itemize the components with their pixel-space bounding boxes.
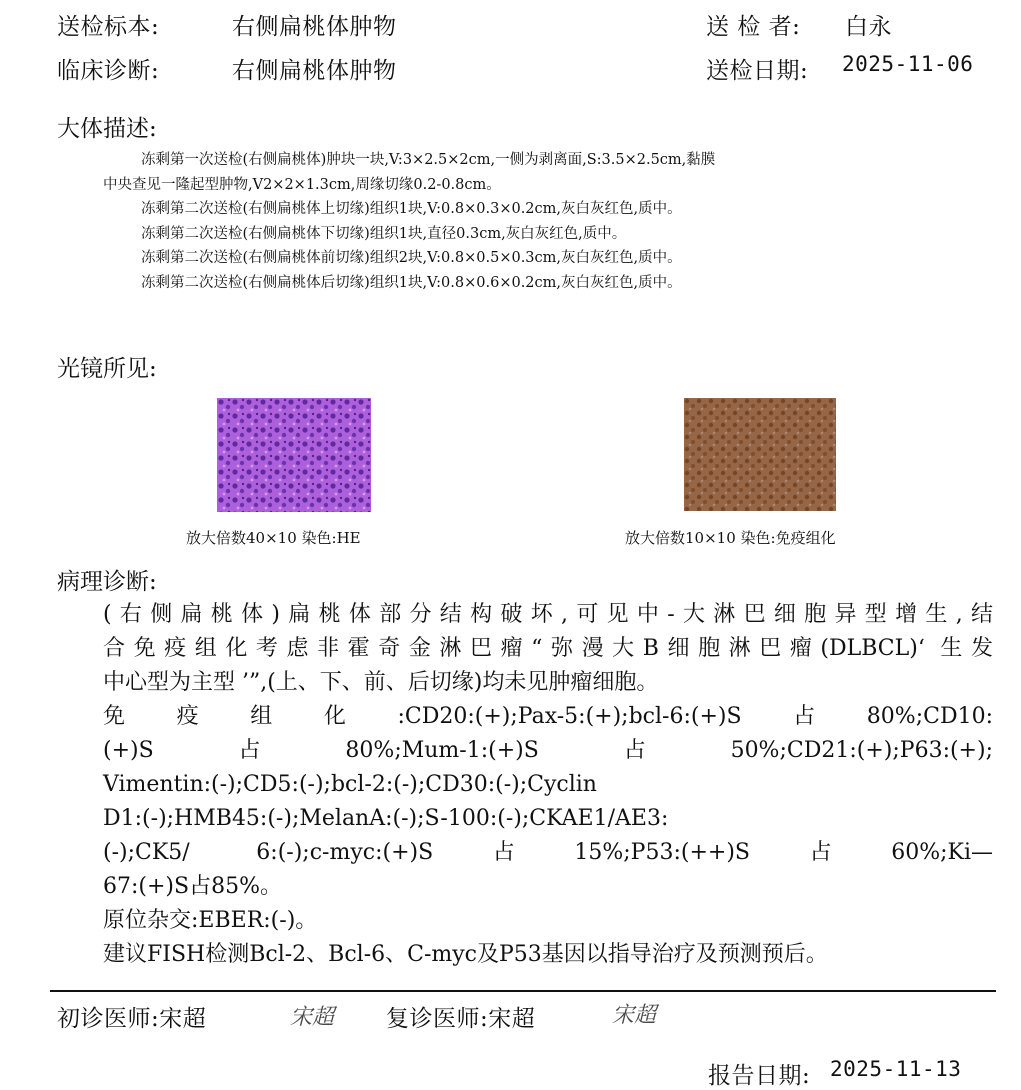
diagnosis-line: (-);CK5/ 6:(-);c-myc:(+)S占15%;P53:(++)S占60%;Ki— xyxy=(103,840,993,865)
gross-line: 中央查见一隆起型肿物,V2×2×1.3cm,周缘切缘0.2-0.8cm。 xyxy=(103,176,501,193)
gross-line: 冻剩第一次送检(右侧扁桃体)肿块一块,V:3×2.5×2cm,一侧为剥离面,S:3.5×2.5cm,黏膜 xyxy=(141,152,716,168)
diagnosis-line: Vimentin:(-);CD5:(-);bcl-2:(-);CD30:(-);Cyclin xyxy=(103,772,597,797)
microscopy-title: 光镜所见: xyxy=(57,356,157,382)
he-stain-micrograph xyxy=(217,398,371,512)
initial-doctor-signature: 宋超 xyxy=(290,1005,335,1030)
footer-divider xyxy=(50,990,996,992)
initial-doctor: 初诊医师:宋超 xyxy=(57,1006,207,1032)
gross-line: 冻剩第二次送检(右侧扁桃体前切缘)组织2块,V:0.8×0.5×0.3cm,灰白灰红色,质中。 xyxy=(141,250,682,266)
clinical-value: 右侧扁桃体肿物 xyxy=(232,58,397,84)
specimen-label: 送检标本: xyxy=(57,14,160,40)
diagnosis-line: 67:(+)S占85%。 xyxy=(103,874,282,899)
review-doctor-signature: 宋超 xyxy=(612,1003,657,1028)
review-doctor: 复诊医师:宋超 xyxy=(386,1006,536,1032)
specimen-value: 右侧扁桃体肿物 xyxy=(232,14,397,40)
ihc-stain-micrograph xyxy=(684,398,836,511)
diagnosis-line: 合免疫组化考虑非霍奇金淋巴瘤“弥漫大B细胞淋巴瘤(DLBCL)‘ 生发 xyxy=(103,636,993,661)
diagnosis-line: 中心型为主型 ’”,(上、下、前、后切缘)均未见肿瘤细胞。 xyxy=(103,670,659,695)
diagnosis-line: D1:(-);HMB45:(-);MelanA:(-);S-100:(-);CKAE1/AE3: xyxy=(103,806,669,831)
date-value: 2025-11-06 xyxy=(842,52,974,76)
diagnosis-line: 原位杂交:EBER:(-)。 xyxy=(103,908,318,933)
date-label: 送检日期: xyxy=(706,58,809,84)
diagnosis-title: 病理诊断: xyxy=(57,569,157,595)
diagnosis-text xyxy=(103,598,993,972)
diagnosis-line: 建议FISH检测Bcl-2、Bcl-6、C-myc及P53基因以指导治疗及预测预后。 xyxy=(103,942,828,967)
diagnosis-line: (+)S占80%;Mum-1:(+)S占50%;CD21:(+);P63:(+); xyxy=(103,738,993,763)
gross-description xyxy=(103,148,993,295)
submitter-value: 白永 xyxy=(845,14,892,40)
gross-title: 大体描述: xyxy=(57,116,157,142)
submitter-label: 送 检 者: xyxy=(706,14,801,40)
diagnosis-line: (右侧扁桃体)扁桃体部分结构破坏,可见中-大淋巴细胞异型增生,结 xyxy=(103,602,993,627)
gross-line: 冻剩第二次送检(右侧扁桃体下切缘)组织1块,直径0.3cm,灰白灰红色,质中。 xyxy=(141,225,627,242)
he-image-caption: 放大倍数40×10 染色:HE xyxy=(186,529,361,547)
gross-line: 冻剩第二次送检(右侧扁桃体上切缘)组织1块,V:0.8×0.3×0.2cm,灰白灰红色,质中。 xyxy=(141,201,682,217)
report-date-label: 报告日期: xyxy=(708,1063,811,1089)
ihc-image-caption: 放大倍数10×10 染色:免疫组化 xyxy=(625,529,836,547)
diagnosis-line: 免疫组化:CD20:(+);Pax-5:(+);bcl-6:(+)S占80%;CD10: xyxy=(103,704,993,729)
gross-line: 冻剩第二次送检(右侧扁桃体后切缘)组织1块,V:0.8×0.6×0.2cm,灰白灰红色,质中。 xyxy=(141,274,682,291)
report-date-value: 2025-11-13 xyxy=(830,1057,962,1081)
clinical-label: 临床诊断: xyxy=(57,58,160,84)
